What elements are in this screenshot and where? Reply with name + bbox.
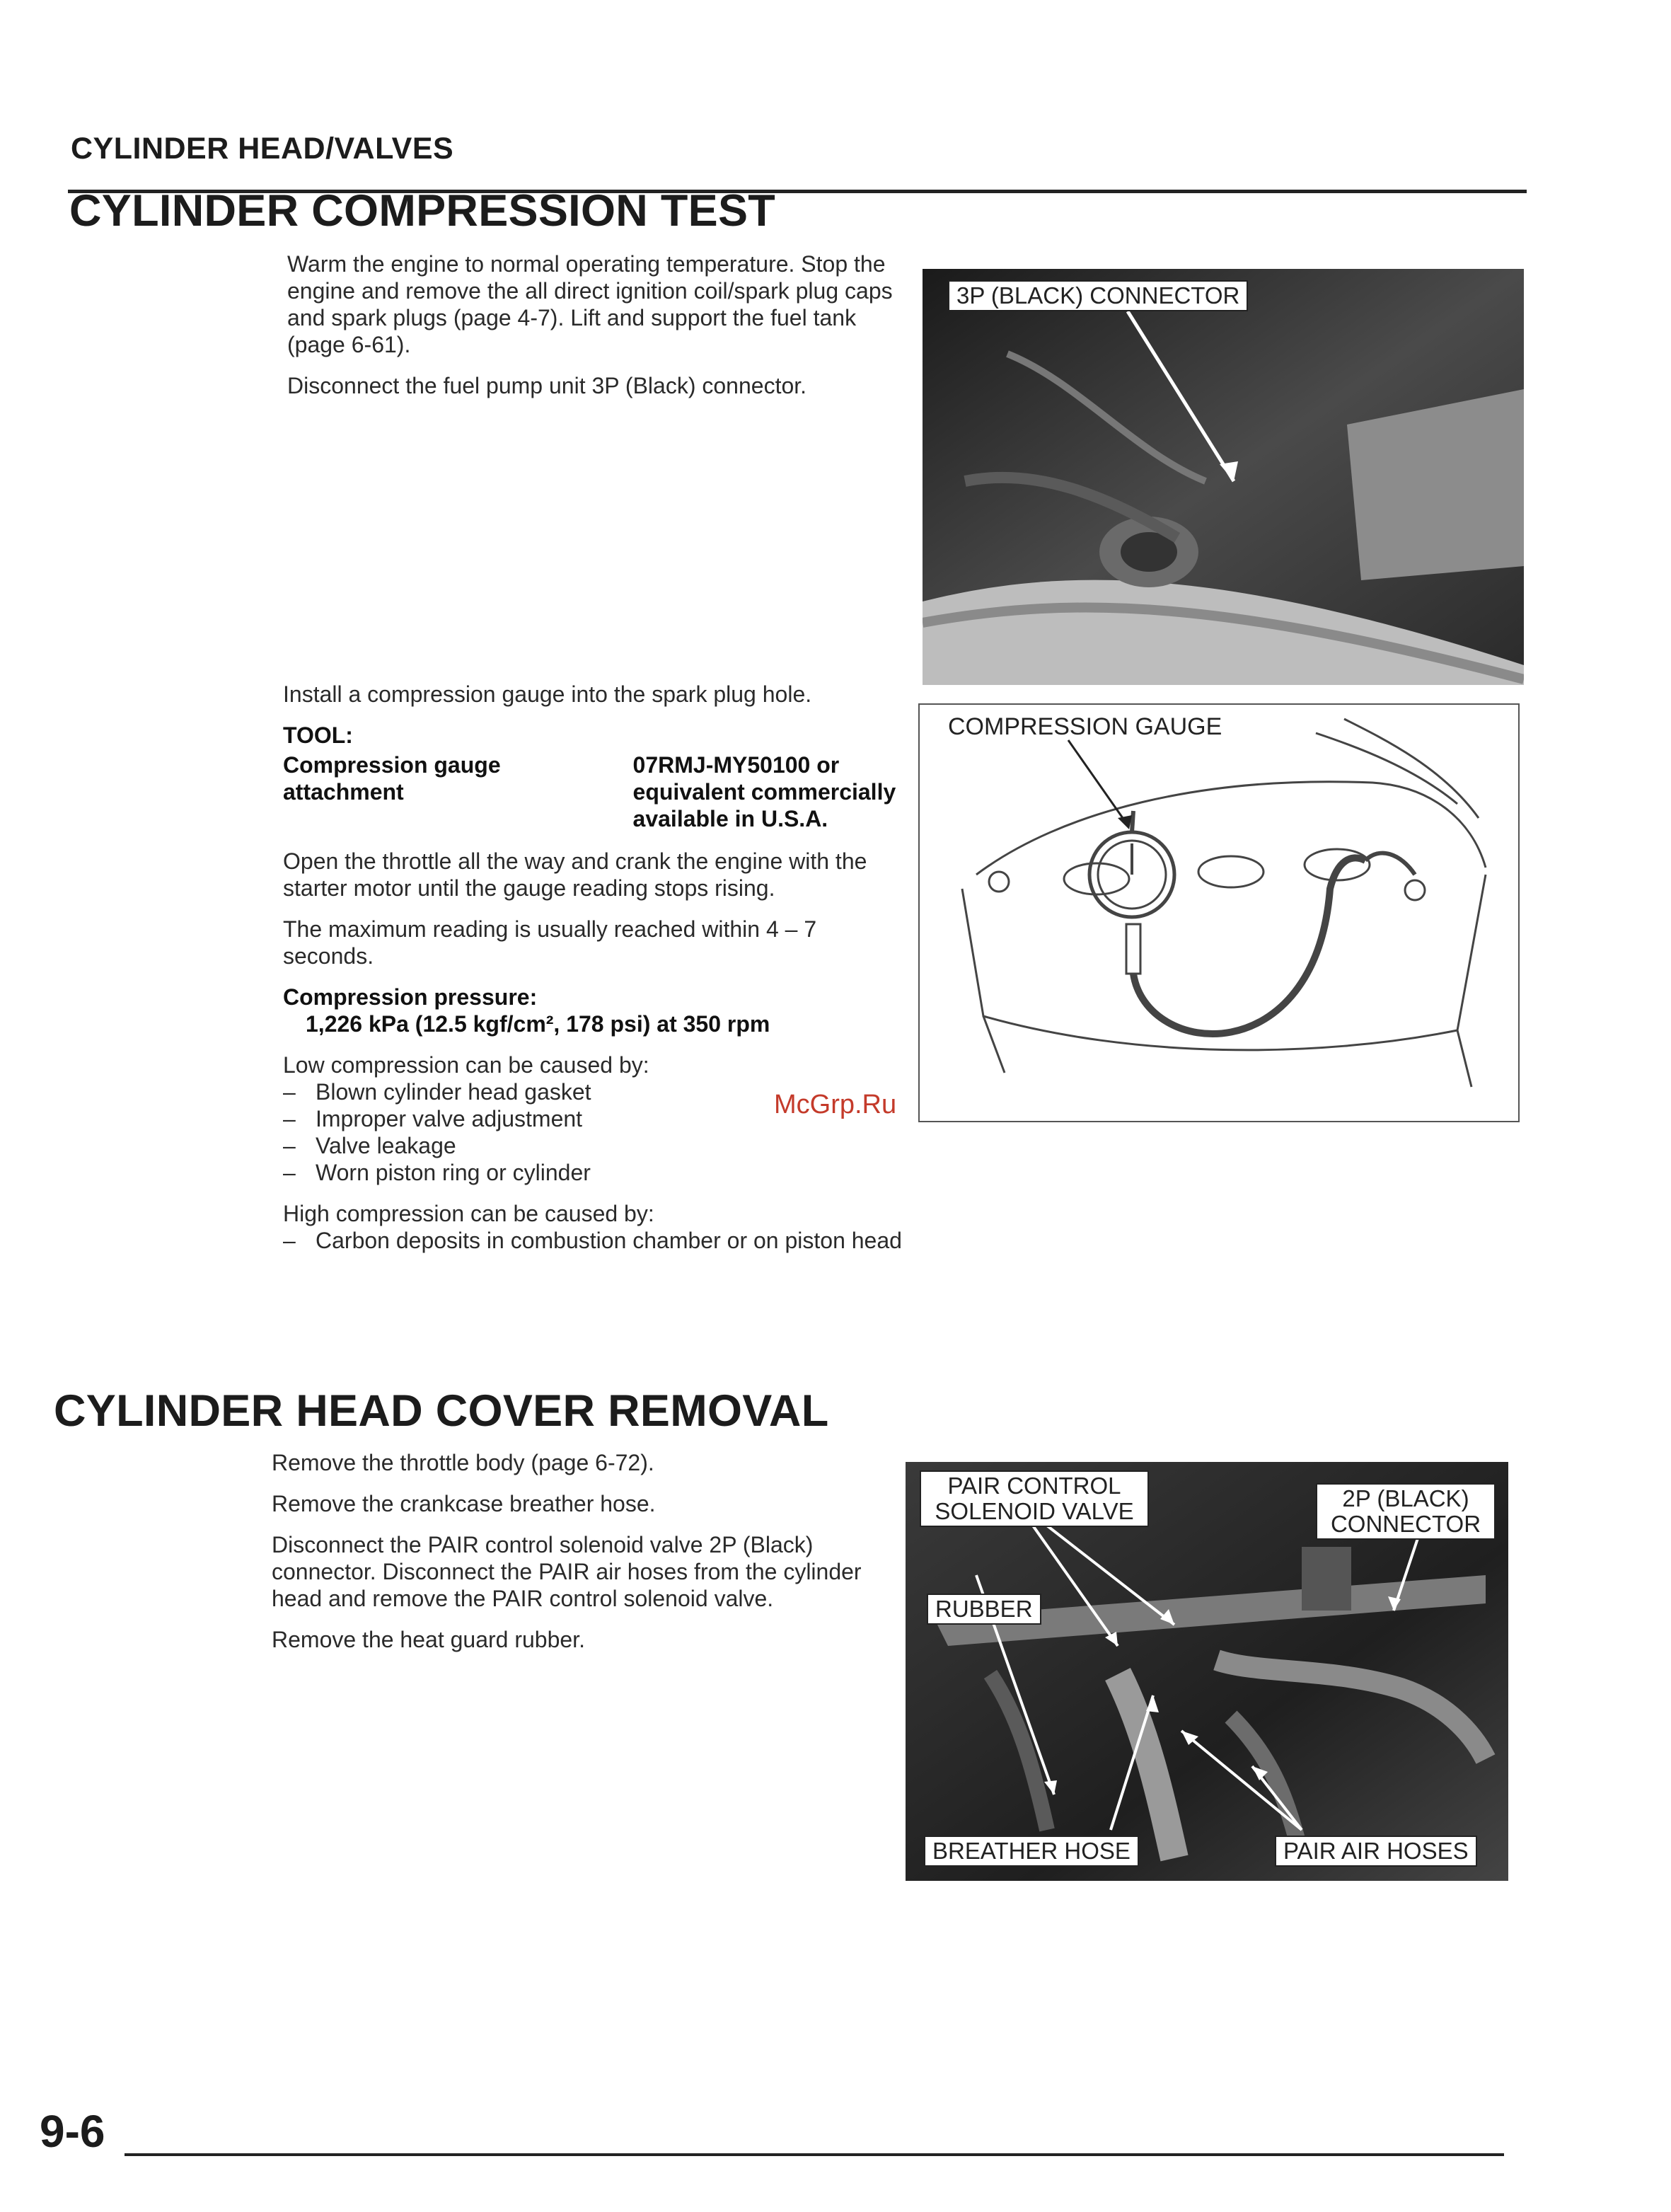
paragraph: Disconnect the PAIR control solenoid valve 2P (Black) connector. Disconnect the PAIR air hoses from the cylinder head and remove the PAIR control solenoid valve. [272,1532,862,1611]
paragraph: Remove the heat guard rubber. [272,1627,585,1652]
tool-part-number: 07RMJ-MY50100 or equivalent commercially available in U.S.A. [632,752,896,831]
paragraph: The maximum reading is usually reached within 4 – 7 seconds. [283,916,817,969]
tool-name: Compression gauge attachment [283,752,501,805]
section-title-compression-test: CYLINDER COMPRESSION TEST [69,186,776,236]
engine-photo-illustration [923,269,1524,685]
section-title-head-cover-removal: CYLINDER HEAD COVER REMOVAL [54,1386,829,1436]
compression-test-intro [287,250,910,399]
list-item: – Blown cylinder head gasket [283,1079,591,1105]
paragraph: Remove the throttle body (page 6-72). [272,1450,654,1475]
head-cover-removal-steps [272,1449,894,1653]
diagram-compression-gauge [918,703,1520,1122]
paragraph: Open the throttle all the way and crank the engine with the starter motor until the gauge reading stops rising. [283,848,867,901]
paragraph: Disconnect the fuel pump unit 3P (Black) connector. [287,373,807,398]
callout-breather-hose: BREATHER HOSE [924,1836,1139,1867]
pressure-value: 1,226 kPa (12.5 kgf/cm², 178 psi) at 350 rpm [306,1011,770,1037]
callout-2p-connector: 2P (BLACK) CONNECTOR [1316,1483,1496,1540]
paragraph: Warm the engine to normal operating temperature. Stop the engine and remove the all direct ignition coil/spark plug caps and spark plugs (page 4-7). Lift and support the fuel tank (page 6-61). [287,251,893,357]
gauge-line-drawing [920,705,1518,1121]
callout-pair-control-solenoid-valve: PAIR CONTROL SOLENOID VALVE [920,1470,1149,1527]
paragraph: Remove the crankcase breather hose. [272,1491,656,1516]
pressure-label: Compression pressure: [283,984,538,1010]
list-item: – Worn piston ring or cylinder [283,1160,591,1185]
watermark: McGrp.Ru [774,1090,897,1119]
low-compression-intro: Low compression can be caused by: [283,1052,649,1078]
list-item: – Valve leakage [283,1133,456,1158]
list-item: – Carbon deposits in combustion chamber or on piston head [283,1228,902,1253]
tool-row [283,751,906,832]
tool-label: TOOL: [283,722,353,748]
list-item: – Improper valve adjustment [283,1106,583,1131]
section-header: CYLINDER HEAD/VALVES [71,132,454,166]
callout-3p-connector: 3P (BLACK) CONNECTOR [948,280,1248,311]
photo-3p-connector [923,269,1524,685]
compression-test-procedure [283,681,906,1254]
paragraph: Install a compression gauge into the spark plug hole. [283,681,812,707]
high-compression-intro: High compression can be caused by: [283,1201,654,1226]
footer-divider [125,2153,1504,2156]
page-number: 9-6 [40,2106,105,2157]
diagram-label-compression-gauge: COMPRESSION GAUGE [948,713,1222,740]
callout-pair-air-hoses: PAIR AIR HOSES [1275,1836,1477,1867]
callout-rubber: RUBBER [927,1594,1041,1625]
photo-pair-system [906,1462,1508,1881]
